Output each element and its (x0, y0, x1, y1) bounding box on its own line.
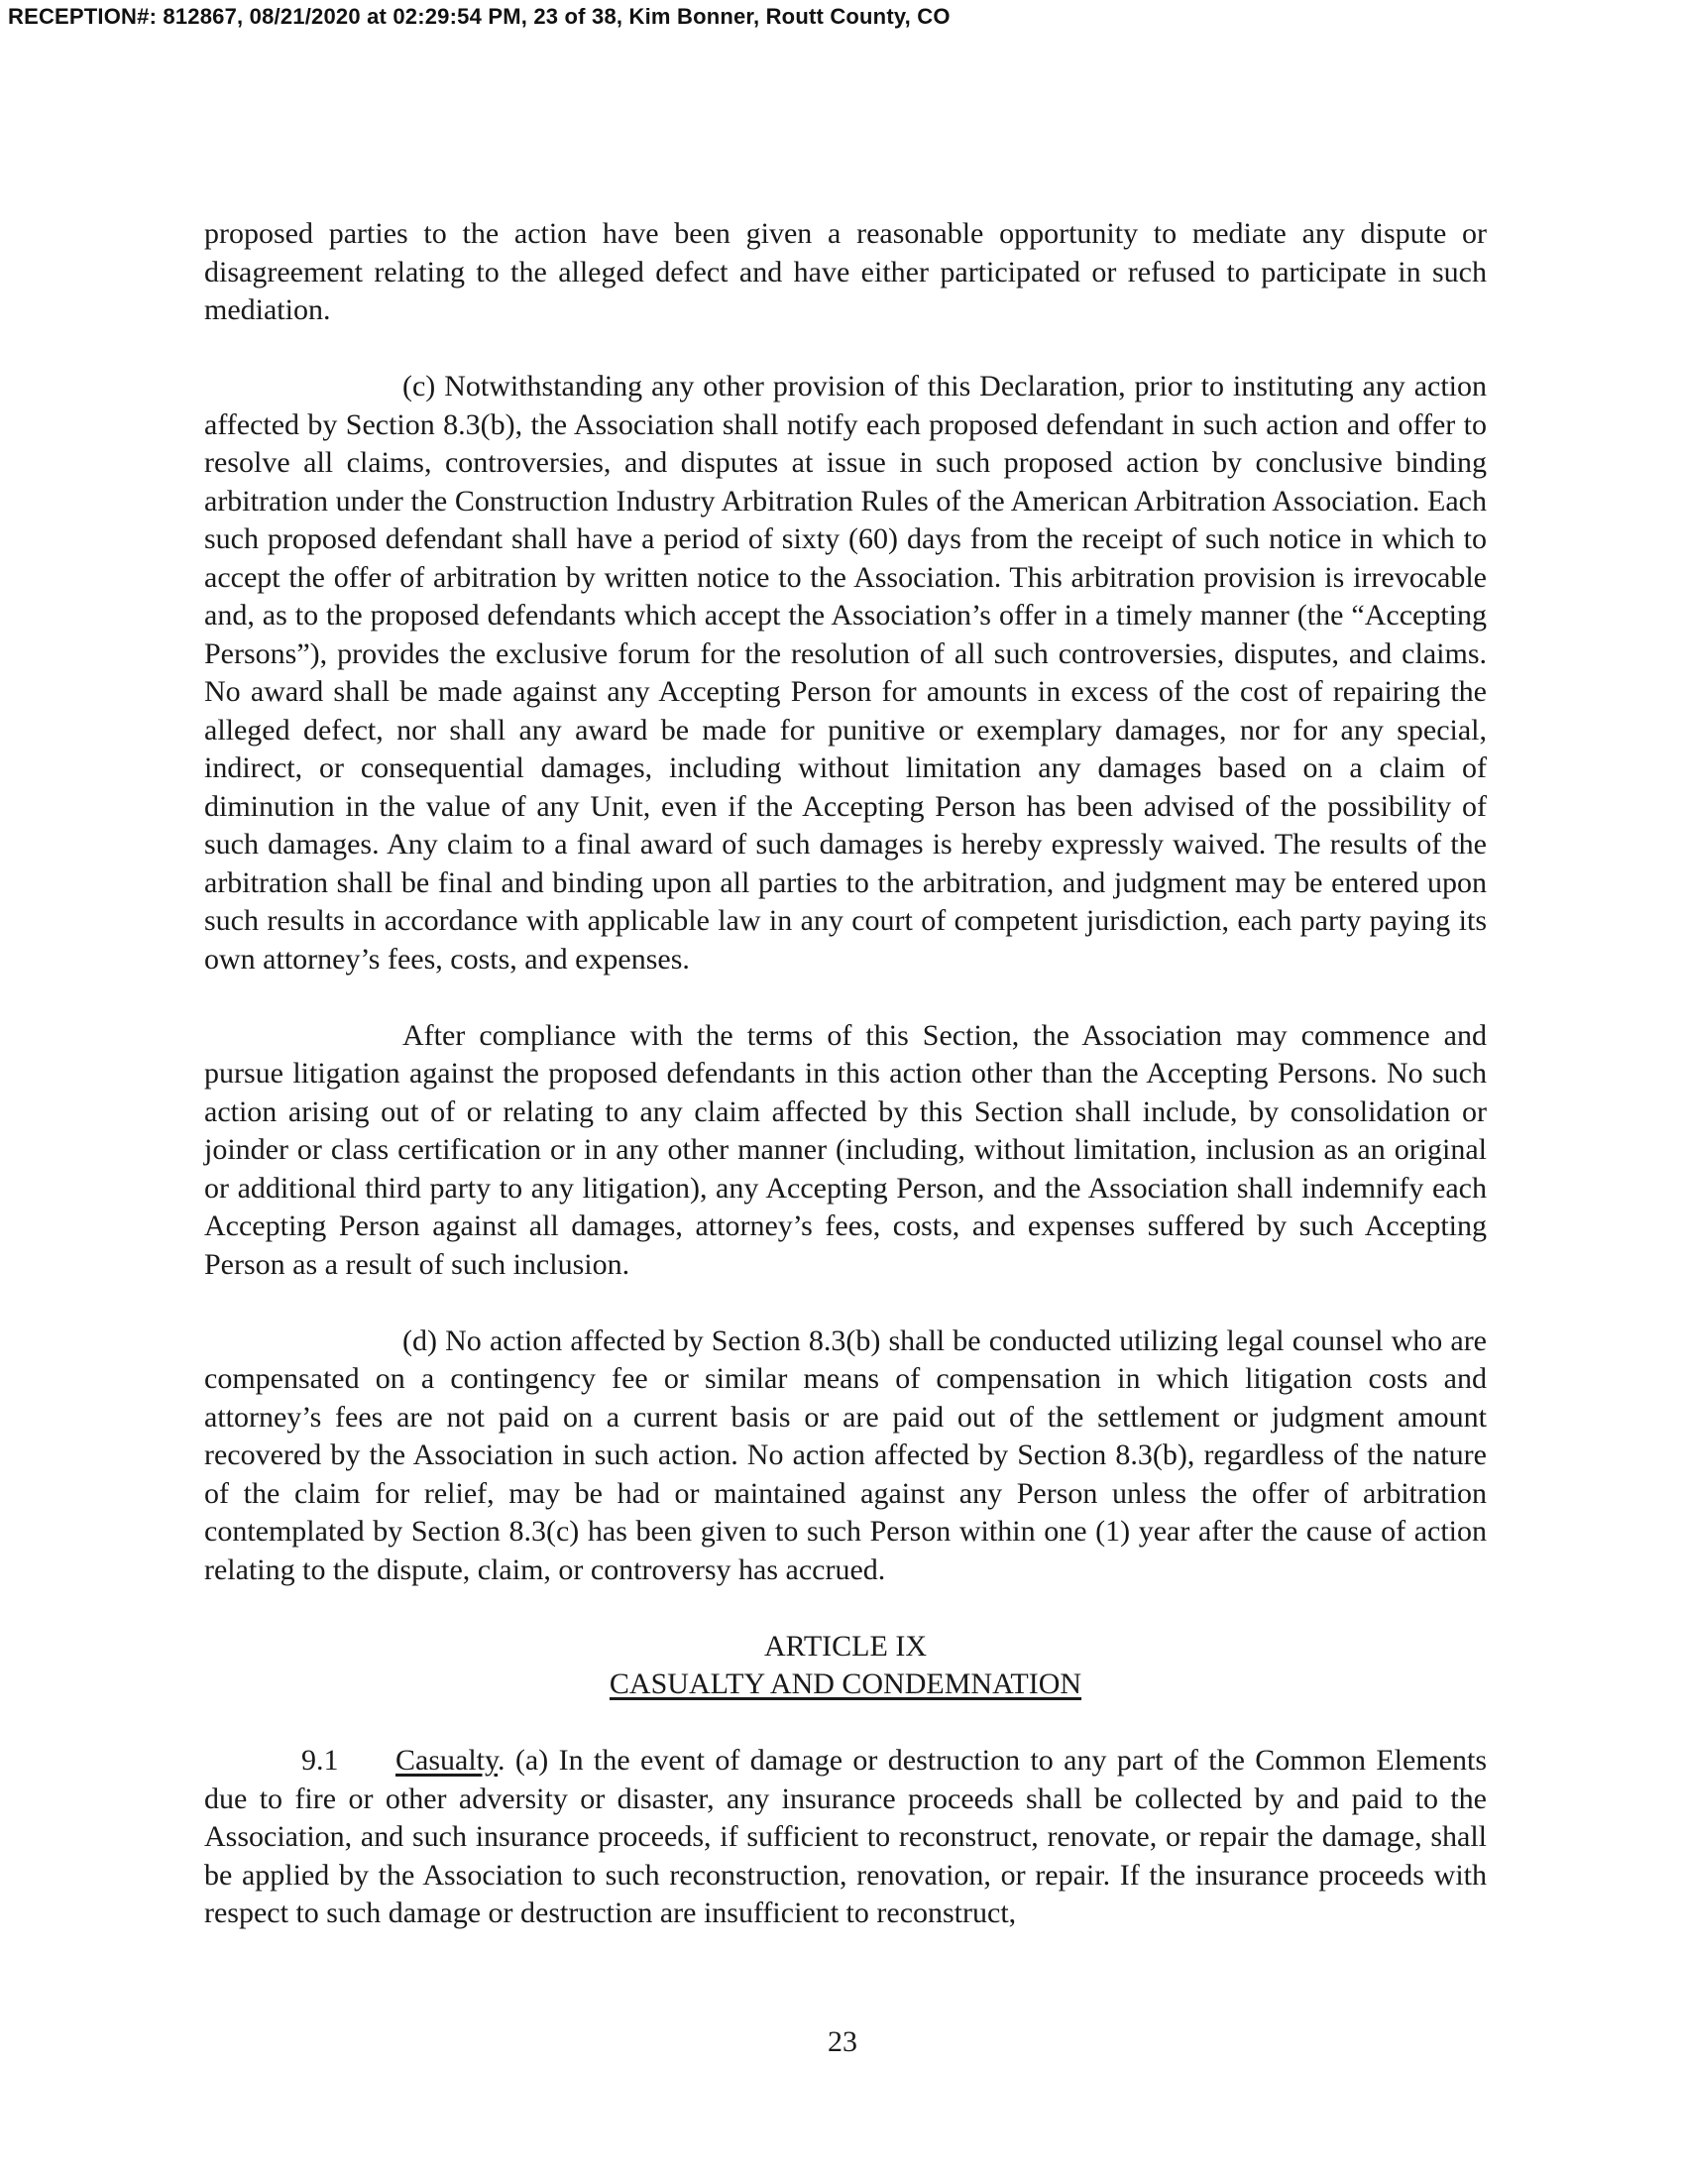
article-number: ARTICLE IX (763, 1629, 927, 1663)
paragraph-8-3-d: (d) No action affected by Section 8.3(b) shall be conducted utilizing legal counsel who are compensated on a contingency fee or similar means of compensation in which litigation costs and attorney’s fees are not paid on a current basis or are paid out of the settlement or judgment amount recovered by the Association in such action. No action affected by Section 8.3(b), regardless of the nature of the claim for relief, may be had or maintained against any Person unless the offer of arbitration contemplated by Section 8.3(c) has been given to such Person within one (1) year after the cause of action relating to the dispute, claim, or controversy has accrued. (204, 1323, 1487, 1586)
paragraph-after-compliance: After compliance with the terms of this Section, the Association may commence and pursue litigation against the proposed defendants in this action other than the Accepting Persons. No such action arising out of or relating to any claim affected by this Section shall include, by consolidation or joinder or class certification or in any other manner (including, without limitation, inclusion as an original or additional third party to any litigation), any Accepting Person, and the Association shall indemnify each Accepting Person against all damages, attorney’s fees, costs, and expenses suffered by such Accepting Person as a result of such inclusion. (204, 1018, 1487, 1281)
article-title-text: CASUALTY AND CONDEMNATION (609, 1667, 1082, 1700)
section-text: (a) In the event of damage or destruction to any part of the Common Elements due to fire or other adversity or disaster, any insurance proceeds shall be collected by and paid to the Association, and such insurance proceeds, if sufficient to reconstruct, renovate, or repair the damage, shall be applied by the Association to such reconstruction, renovation, or repair. If the insurance proceeds with respect to such damage or destruction are insufficient to reconstruct, (204, 1744, 1487, 1929)
document-body (204, 215, 1487, 1971)
section-title-punct: . (498, 1744, 506, 1777)
paragraph-continuation: proposed parties to the action have been given a reasonable opportunity to mediate any dispute or disagreement relating to the alleged defect and have either participated or refused to participate in such mediation. (204, 217, 1487, 326)
article-heading (204, 1628, 1487, 1704)
section-9-1 (204, 1742, 1487, 1933)
section-number: 9.1 (301, 1744, 339, 1777)
paragraph-8-3-c: (c) Notwithstanding any other provision of this Declaration, prior to instituting any action affected by Section 8.3(b), the Association shall notify each proposed defendant in such action and offer to resolve all claims, controversies, and disputes at issue in such proposed action by conclusive binding arbitration under the Construction Industry Arbitration Rules of the American Arbitration Association. Each such proposed defendant shall have a period of sixty (60) days from the receipt of such notice in which to accept the offer of arbitration by written notice to the Association. This arbitration provision is irrevocable and, as to the proposed defendants which accept the Association’s offer in a timely manner (the “Accepting Persons”), provides the exclusive forum for the resolution of all such controversies, disputes, and claims. No award shall be made against any Accepting Person for amounts in excess of the cost of repairing the alleged defect, nor shall any award be made for punitive or exemplary damages, nor for any special, indirect, or consequential damages, including without limitation any damages based on a claim of diminution in the value of any Unit, even if the Accepting Person has been advised of the possibility of such damages. Any claim to a final award of such damages is hereby expressly waived. The results of the arbitration shall be final and binding upon all parties to the arbitration, and judgment may be entered upon such results in accordance with applicable law in any court of competent jurisdiction, each party paying its own attorney’s fees, costs, and expenses. (204, 370, 1487, 976)
reception-stamp: RECEPTION#: 812867, 08/21/2020 at 02:29:54 PM, 23 of 38, Kim Bonner, Routt County, CO (8, 4, 951, 29)
section-title: Casualty (395, 1744, 499, 1777)
page-number: 23 (828, 2025, 857, 2058)
article-title (204, 1666, 1487, 1704)
